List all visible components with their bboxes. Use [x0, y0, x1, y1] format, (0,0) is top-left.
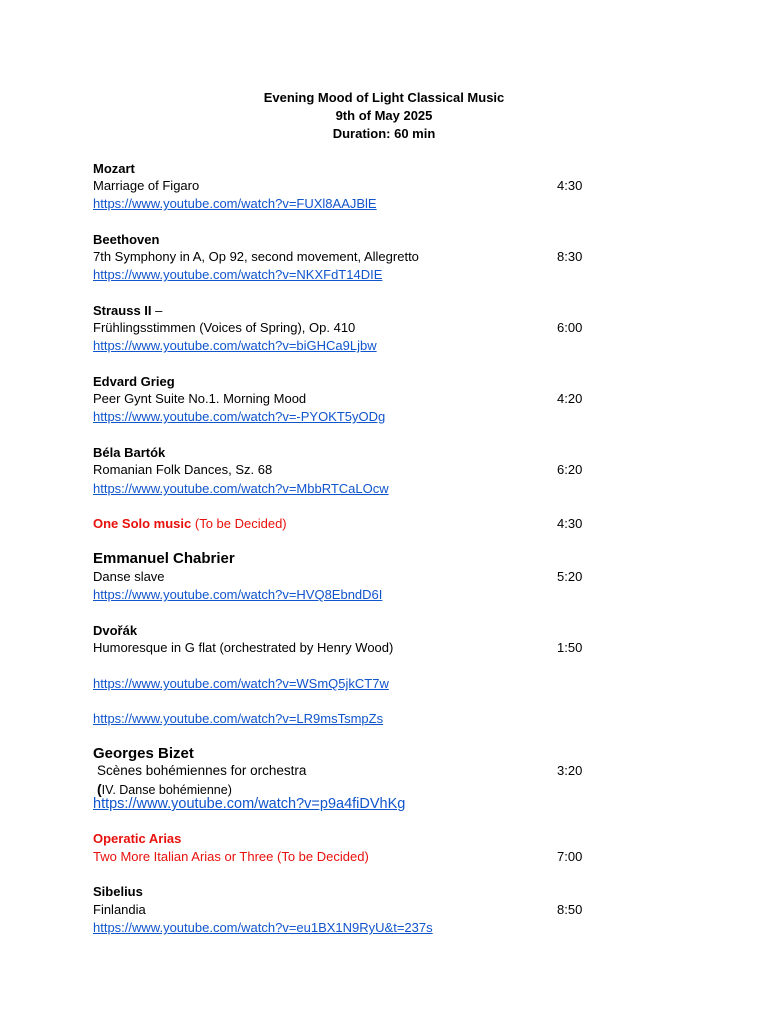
composer-chabrier: Emmanuel Chabrier	[93, 550, 235, 567]
link-grieg[interactable]: https://www.youtube.com/watch?v=-PYOKT5yODg	[93, 409, 386, 424]
document-header	[0, 89, 768, 143]
duration-arias: 7:00	[557, 849, 583, 864]
work-mozart: Marriage of Figaro	[93, 178, 200, 193]
arias-label: Operatic Arias	[93, 831, 182, 846]
movement-bizet-paren: (	[97, 781, 102, 797]
work-beethoven: 7th Symphony in A, Op 92, second movement, Allegretto	[93, 249, 419, 264]
composer-bartok: Béla Bartók	[93, 445, 166, 460]
duration-dvorak: 1:50	[557, 640, 583, 655]
solo-note: (To be Decided)	[191, 516, 287, 531]
work-strauss: Frühlingsstimmen (Voices of Spring), Op. 410	[93, 320, 356, 335]
composer-strauss-dash: –	[151, 303, 163, 318]
event-date: 9th of May 2025	[335, 108, 433, 123]
work-bizet: Scènes bohémiennes for orchestra	[97, 763, 307, 778]
composer-beethoven: Beethoven	[93, 232, 160, 247]
link-bartok[interactable]: https://www.youtube.com/watch?v=MbbRTCaLOcw	[93, 481, 389, 496]
movement-bizet: IV. Danse bohémienne)	[101, 783, 232, 797]
work-chabrier: Danse slave	[93, 569, 165, 584]
duration-bizet: 3:20	[557, 763, 583, 778]
event-duration: Duration: 60 min	[332, 126, 436, 141]
link-sibelius[interactable]: https://www.youtube.com/watch?v=eu1BX1N9RyU&t=237s	[93, 920, 433, 935]
solo-line	[93, 515, 287, 533]
work-sibelius: Finlandia	[93, 902, 146, 917]
link-strauss[interactable]: https://www.youtube.com/watch?v=biGHCa9Ljbw	[93, 338, 377, 353]
duration-grieg: 4:20	[557, 391, 583, 406]
duration-sibelius: 8:50	[557, 902, 583, 917]
composer-sibelius: Sibelius	[93, 884, 143, 899]
composer-bizet: Georges Bizet	[93, 745, 194, 762]
composer-dvorak: Dvořák	[93, 623, 138, 638]
duration-bartok: 6:20	[557, 462, 583, 477]
composer-grieg: Edvard Grieg	[93, 374, 175, 389]
link-mozart[interactable]: https://www.youtube.com/watch?v=FUXl8AAJBlE	[93, 196, 377, 211]
composer-strauss: Strauss II	[93, 303, 152, 318]
link-bizet[interactable]: https://www.youtube.com/watch?v=p9a4fiDVhKg	[93, 796, 406, 812]
composer-strauss-line	[93, 302, 162, 320]
link-chabrier[interactable]: https://www.youtube.com/watch?v=HVQ8EbndD6I	[93, 587, 383, 602]
work-dvorak: Humoresque in G flat (orchestrated by Henry Wood)	[93, 640, 394, 655]
work-bartok: Romanian Folk Dances, Sz. 68	[93, 462, 273, 477]
duration-mozart: 4:30	[557, 178, 583, 193]
composer-mozart: Mozart	[93, 161, 135, 176]
link-dvorak-1[interactable]: https://www.youtube.com/watch?v=WSmQ5jkCT7w	[93, 676, 389, 691]
work-grieg: Peer Gynt Suite No.1. Morning Mood	[93, 391, 307, 406]
solo-label: One Solo music	[93, 516, 192, 531]
work-arias: Two More Italian Arias or Three (To be Decided)	[93, 849, 369, 864]
duration-solo: 4:30	[557, 516, 583, 531]
duration-beethoven: 8:30	[557, 249, 583, 264]
link-beethoven[interactable]: https://www.youtube.com/watch?v=NKXFdT14DIE	[93, 267, 383, 282]
duration-strauss: 6:00	[557, 320, 583, 335]
link-dvorak-2[interactable]: https://www.youtube.com/watch?v=LR9msTsmpZs	[93, 711, 384, 726]
duration-chabrier: 5:20	[557, 569, 583, 584]
document-title: Evening Mood of Light Classical Music	[263, 90, 505, 105]
